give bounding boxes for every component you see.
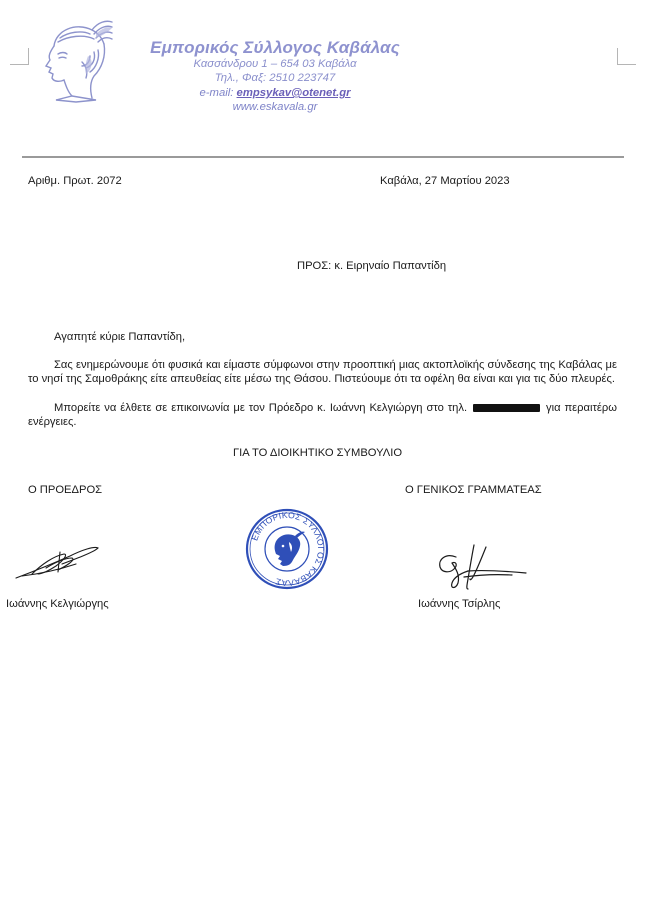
president-signature [12,538,102,583]
president-title: Ο ΠΡΟΕΔΡΟΣ [28,484,103,496]
secretary-signature [434,543,530,593]
email-link[interactable]: empsykav@otenet.gr [236,87,351,99]
body-paragraph-1 [28,358,617,386]
body-paragraph-2 [28,401,617,429]
header-divider [22,156,624,158]
letter-date: Καβάλα, 27 Μαρτίου 2023 [380,175,510,187]
recipient: ΠΡΟΣ: κ. Ειρηναίο Παπαντίδη [297,260,447,272]
hermes-logo-icon [32,16,114,104]
paragraph-2-text: Μπορείτε να έλθετε σε επικοινωνία με τον Πρόεδρο κ. Ιωάννη Κελγιώργη στο τηλ. [54,402,468,414]
president-name: Ιωάννης Κελγιώργης [6,598,109,610]
greeting: Αγαπητέ κύριε Παπαντίδη, [54,331,186,343]
paragraph-1-text: Σας ενημερώνουμε ότι φυσικά και είμαστε σύμφωνοι στην προοπτική μιας ακτοπλοϊκής σύνδεσης της Καβάλας με το νησί της Σαμοθράκης είτε απευθείας είτε μέσω της Θάσου. Πιστεύουμε ότι τα οφέλη θα είναι και για τις δύο πλευρές. [28,359,617,385]
board-heading: ΓΙΑ ΤΟ ΔΙΟΙΚΗΤΙΚΟ ΣΥΜΒΟΥΛΙΟ [233,447,403,459]
organization-email-line [120,87,430,99]
association-stamp [243,506,331,592]
protocol-number: Αριθμ. Πρωτ. 2072 [28,175,122,187]
crop-mark-left [10,48,29,65]
redacted-phone-number [473,404,540,412]
email-label: e-mail: [199,87,237,99]
secretary-name: Ιωάννης Τσίρλης [418,598,501,610]
organization-address: Κασσάνδρου 1 – 654 03 Καβάλα [193,58,357,70]
secretary-title: Ο ΓΕΝΙΚΟΣ ΓΡΑΜΜΑΤΕΑΣ [405,484,542,496]
paragraph-2-closing: για περαιτέρω ενέργειες. [28,402,617,428]
organization-phone: Τηλ., Φαξ: 2510 223747 [214,72,336,84]
stamp-text: ΕΜΠΟΡΙΚΟΣ ΣΥΛΛΟΓΟΣ ΚΑΒΑΛΑΣ [249,509,327,589]
organization-name: Εμπορικός Σύλλογος Καβάλας [150,38,400,57]
crop-mark-right [617,48,636,65]
organization-website[interactable]: www.eskavala.gr [232,101,318,113]
